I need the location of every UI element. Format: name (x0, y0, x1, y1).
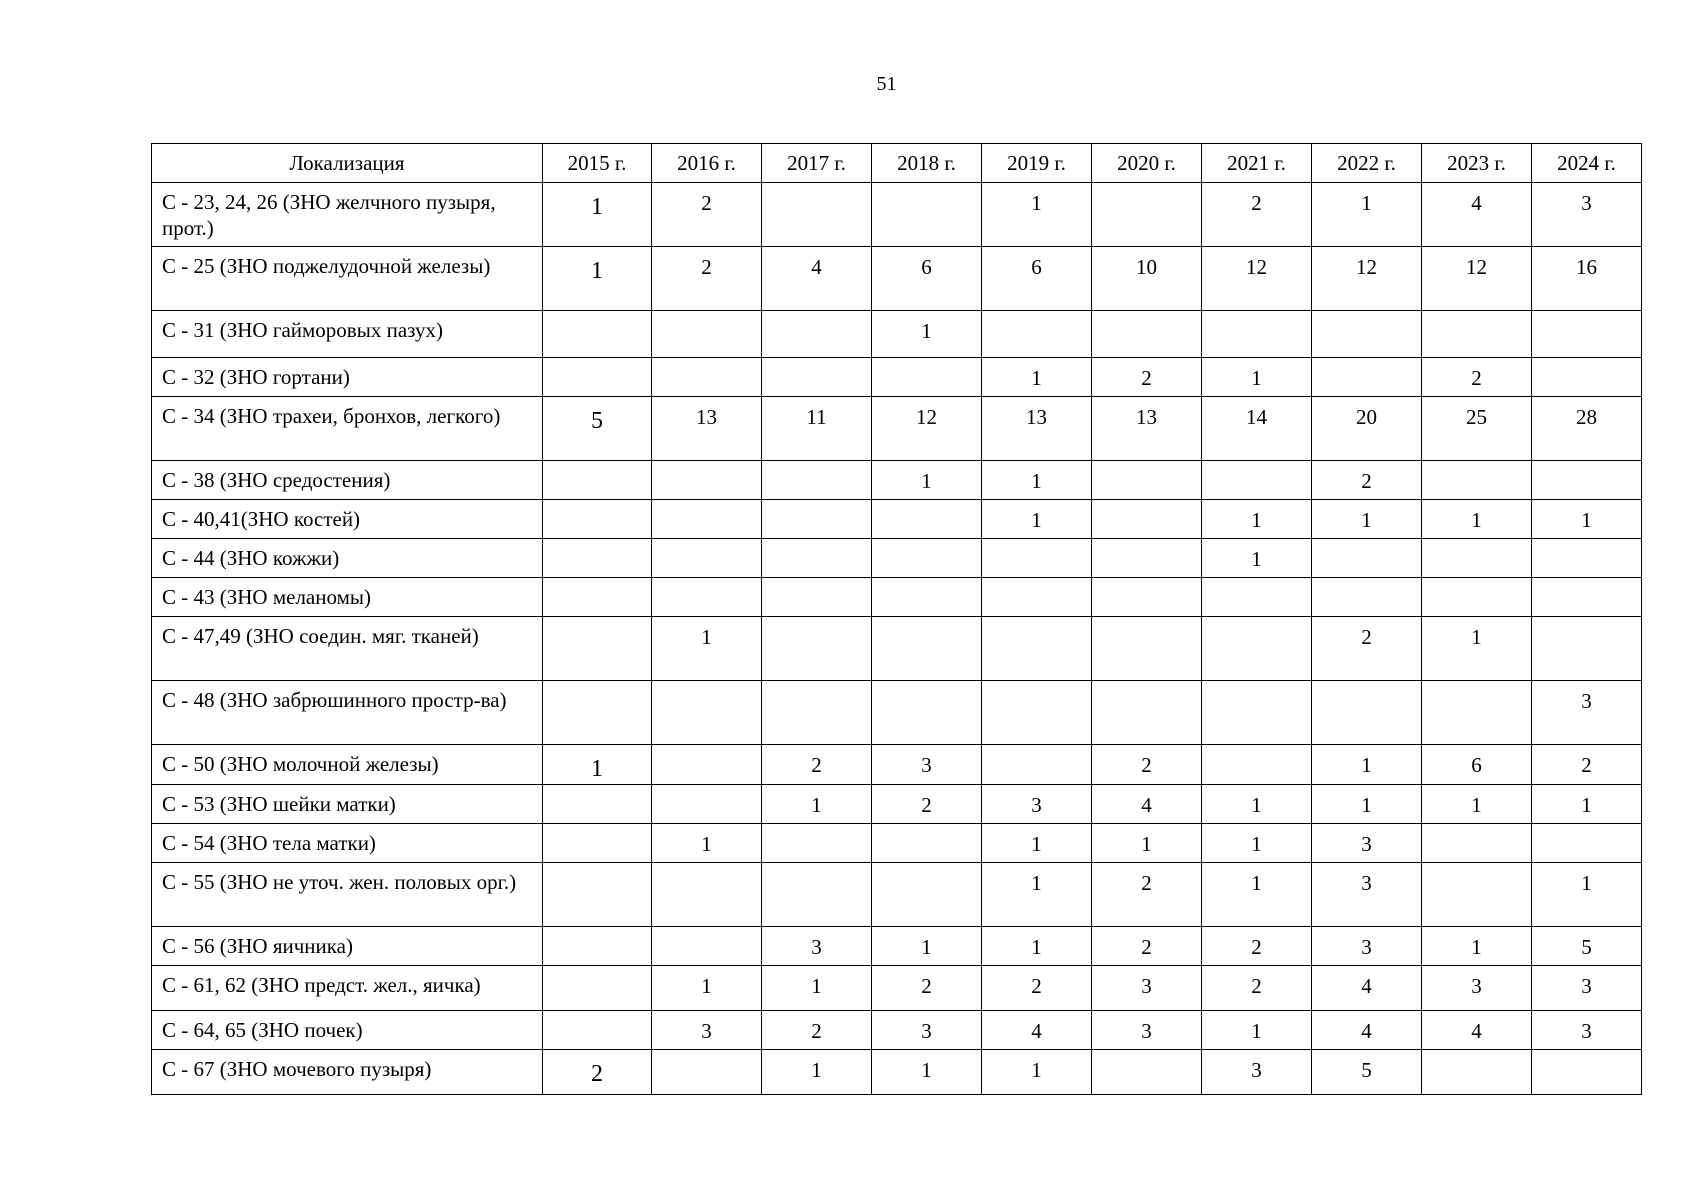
row-localization: С - 67 (ЗНО мочевого пузыря) (152, 1050, 543, 1095)
row-value (872, 617, 982, 681)
row-value: 1 (982, 927, 1092, 966)
row-value: 1 (982, 461, 1092, 500)
row-value: 2 (1532, 745, 1642, 785)
table-row (152, 397, 1642, 461)
row-value (1422, 863, 1532, 927)
row-value: 3 (762, 927, 872, 966)
row-value (543, 785, 652, 824)
table-row (152, 247, 1642, 311)
row-value (652, 927, 762, 966)
row-value: 6 (872, 247, 982, 311)
row-value (872, 578, 982, 617)
header-localization: Локализация (152, 144, 543, 183)
row-value: 1 (1202, 785, 1312, 824)
row-value: 1 (872, 311, 982, 358)
row-value (872, 539, 982, 578)
row-value: 1 (543, 247, 652, 311)
row-value (1532, 617, 1642, 681)
row-value (1312, 358, 1422, 397)
row-value: 1 (652, 824, 762, 863)
row-value: 1 (982, 1050, 1092, 1095)
row-value: 1 (982, 183, 1092, 247)
row-value (1092, 311, 1202, 358)
row-value (543, 824, 652, 863)
row-value: 3 (1532, 183, 1642, 247)
table-row (152, 966, 1642, 1011)
row-value (543, 1011, 652, 1050)
row-value (1092, 500, 1202, 539)
row-value (982, 578, 1092, 617)
row-value (1092, 461, 1202, 500)
row-value: 1 (982, 863, 1092, 927)
row-localization: С - 44 (ЗНО кожжи) (152, 539, 543, 578)
row-value (652, 461, 762, 500)
row-value: 2 (1202, 183, 1312, 247)
row-value: 1 (652, 966, 762, 1011)
row-value: 1 (982, 500, 1092, 539)
table-header-row (152, 144, 1642, 183)
row-value (543, 617, 652, 681)
row-value (982, 745, 1092, 785)
row-value: 3 (652, 1011, 762, 1050)
row-value: 1 (872, 461, 982, 500)
row-value (762, 539, 872, 578)
row-value: 1 (543, 183, 652, 247)
row-value: 1 (762, 785, 872, 824)
row-value: 12 (1312, 247, 1422, 311)
row-value: 1 (872, 1050, 982, 1095)
table-row (152, 785, 1642, 824)
row-value: 1 (1202, 863, 1312, 927)
header-year: 2021 г. (1202, 144, 1312, 183)
header-year: 2020 г. (1092, 144, 1202, 183)
row-value: 1 (1422, 927, 1532, 966)
row-value (982, 617, 1092, 681)
row-value: 3 (1312, 863, 1422, 927)
row-value (1532, 578, 1642, 617)
page-number: 51 (876, 73, 897, 95)
row-value (762, 578, 872, 617)
table-row (152, 1011, 1642, 1050)
table-row (152, 824, 1642, 863)
row-value: 1 (1202, 500, 1312, 539)
row-localization: С - 54 (ЗНО тела матки) (152, 824, 543, 863)
row-value (762, 617, 872, 681)
row-value: 1 (1532, 863, 1642, 927)
row-value (543, 539, 652, 578)
row-value: 1 (1202, 539, 1312, 578)
row-value (652, 785, 762, 824)
row-value (762, 461, 872, 500)
table-row (152, 461, 1642, 500)
row-value: 2 (872, 966, 982, 1011)
row-value: 1 (1312, 785, 1422, 824)
row-value (1202, 745, 1312, 785)
row-value: 1 (982, 824, 1092, 863)
table-row (152, 358, 1642, 397)
row-value: 4 (1422, 1011, 1532, 1050)
header-year: 2017 г. (762, 144, 872, 183)
row-value (543, 500, 652, 539)
row-value: 16 (1532, 247, 1642, 311)
row-localization: С - 64, 65 (ЗНО почек) (152, 1011, 543, 1050)
row-value: 2 (652, 183, 762, 247)
row-value (652, 745, 762, 785)
row-value (872, 183, 982, 247)
row-value (1202, 461, 1312, 500)
row-value (1422, 824, 1532, 863)
row-value (652, 681, 762, 745)
row-value (1312, 311, 1422, 358)
row-value (1092, 578, 1202, 617)
row-value (762, 183, 872, 247)
table-row (152, 578, 1642, 617)
row-localization: С - 48 (ЗНО забрюшинного простр-ва) (152, 681, 543, 745)
row-value (762, 824, 872, 863)
row-value: 4 (1422, 183, 1532, 247)
row-value: 1 (1312, 183, 1422, 247)
row-value (872, 863, 982, 927)
table-row (152, 617, 1642, 681)
row-localization: С - 23, 24, 26 (ЗНО желчного пузыря, прот.) (152, 183, 543, 247)
row-localization: С - 47,49 (ЗНО соедин. мяг. тканей) (152, 617, 543, 681)
row-value (762, 358, 872, 397)
row-value: 3 (872, 1011, 982, 1050)
row-value: 2 (1092, 863, 1202, 927)
row-value (1422, 681, 1532, 745)
header-year: 2018 г. (872, 144, 982, 183)
row-value: 2 (1092, 745, 1202, 785)
row-value (543, 578, 652, 617)
row-value (762, 500, 872, 539)
row-value: 12 (1422, 247, 1532, 311)
row-value: 1 (1202, 1011, 1312, 1050)
header-year: 2015 г. (543, 144, 652, 183)
row-value (543, 863, 652, 927)
row-value: 3 (1532, 1011, 1642, 1050)
row-value: 2 (1092, 927, 1202, 966)
row-value (872, 500, 982, 539)
row-value (1092, 617, 1202, 681)
row-value: 1 (1422, 785, 1532, 824)
header-year: 2022 г. (1312, 144, 1422, 183)
row-value: 1 (543, 745, 652, 785)
row-value (1422, 539, 1532, 578)
row-value (872, 358, 982, 397)
table-row (152, 311, 1642, 358)
table-row (152, 539, 1642, 578)
row-value (543, 461, 652, 500)
table-row (152, 927, 1642, 966)
row-value (543, 927, 652, 966)
row-value (652, 311, 762, 358)
row-value: 4 (1092, 785, 1202, 824)
row-value: 1 (872, 927, 982, 966)
row-value: 14 (1202, 397, 1312, 461)
header-year: 2024 г. (1532, 144, 1642, 183)
row-value: 2 (982, 966, 1092, 1011)
row-value: 5 (1532, 927, 1642, 966)
row-value: 5 (543, 397, 652, 461)
row-value (543, 681, 652, 745)
table-row (152, 745, 1642, 785)
row-value: 4 (1312, 1011, 1422, 1050)
row-value: 3 (1532, 966, 1642, 1011)
row-value: 12 (1202, 247, 1312, 311)
row-value: 2 (1312, 617, 1422, 681)
row-value (982, 311, 1092, 358)
row-localization: С - 55 (ЗНО не уточ. жен. половых орг.) (152, 863, 543, 927)
row-value (543, 311, 652, 358)
row-value (872, 681, 982, 745)
row-value (1532, 311, 1642, 358)
row-value: 3 (1312, 824, 1422, 863)
row-value: 5 (1312, 1050, 1422, 1095)
row-value: 1 (1092, 824, 1202, 863)
row-localization: С - 50 (ЗНО молочной железы) (152, 745, 543, 785)
row-value (652, 1050, 762, 1095)
row-value: 4 (1312, 966, 1422, 1011)
row-value (1312, 681, 1422, 745)
row-value (1422, 578, 1532, 617)
row-value (543, 358, 652, 397)
row-value: 2 (762, 1011, 872, 1050)
table-row (152, 183, 1642, 247)
table-row (152, 863, 1642, 927)
row-localization: С - 25 (ЗНО поджелудочной железы) (152, 247, 543, 311)
row-value: 3 (982, 785, 1092, 824)
row-value (652, 863, 762, 927)
table-row (152, 500, 1642, 539)
row-localization: С - 61, 62 (ЗНО предст. жел., яичка) (152, 966, 543, 1011)
table-body (152, 183, 1642, 1095)
row-value (762, 863, 872, 927)
row-value (1422, 311, 1532, 358)
row-value: 2 (762, 745, 872, 785)
row-value (1312, 539, 1422, 578)
row-localization: С - 43 (ЗНО меланомы) (152, 578, 543, 617)
row-value (1092, 539, 1202, 578)
row-value: 25 (1422, 397, 1532, 461)
row-value: 3 (1532, 681, 1642, 745)
row-value: 4 (762, 247, 872, 311)
row-value (872, 824, 982, 863)
row-value: 2 (1202, 966, 1312, 1011)
row-localization: С - 38 (ЗНО средостения) (152, 461, 543, 500)
row-value (1092, 1050, 1202, 1095)
row-value (1202, 617, 1312, 681)
row-localization: С - 40,41(ЗНО костей) (152, 500, 543, 539)
row-value: 12 (872, 397, 982, 461)
row-value: 2 (543, 1050, 652, 1095)
row-value: 20 (1312, 397, 1422, 461)
row-value (982, 539, 1092, 578)
row-value (1312, 578, 1422, 617)
row-value: 6 (982, 247, 1092, 311)
table-row (152, 681, 1642, 745)
row-value: 3 (872, 745, 982, 785)
row-value: 2 (1422, 358, 1532, 397)
row-value (982, 681, 1092, 745)
row-value (652, 500, 762, 539)
row-value: 1 (1202, 358, 1312, 397)
row-value (1422, 1050, 1532, 1095)
row-value: 28 (1532, 397, 1642, 461)
row-value (1422, 461, 1532, 500)
row-value: 3 (1092, 1011, 1202, 1050)
row-value: 1 (1532, 500, 1642, 539)
row-value (652, 539, 762, 578)
row-value (1202, 311, 1312, 358)
header-year: 2023 г. (1422, 144, 1532, 183)
row-value: 1 (982, 358, 1092, 397)
row-value (652, 358, 762, 397)
row-value: 1 (1312, 500, 1422, 539)
header-year: 2016 г. (652, 144, 762, 183)
row-value: 2 (1092, 358, 1202, 397)
row-value: 1 (1202, 824, 1312, 863)
row-value: 13 (652, 397, 762, 461)
header-year: 2019 г. (982, 144, 1092, 183)
row-value (1532, 539, 1642, 578)
row-value (1202, 681, 1312, 745)
row-value: 3 (1092, 966, 1202, 1011)
row-localization: С - 34 (ЗНО трахеи, бронхов, легкого) (152, 397, 543, 461)
row-value: 11 (762, 397, 872, 461)
row-value: 3 (1422, 966, 1532, 1011)
row-value: 1 (1312, 745, 1422, 785)
row-value: 3 (1312, 927, 1422, 966)
row-value: 1 (652, 617, 762, 681)
row-value: 2 (1312, 461, 1422, 500)
statistics-table (151, 143, 1642, 1095)
row-value: 1 (1422, 500, 1532, 539)
row-value: 2 (872, 785, 982, 824)
row-value (1532, 824, 1642, 863)
row-value: 2 (652, 247, 762, 311)
row-value: 4 (982, 1011, 1092, 1050)
row-value: 10 (1092, 247, 1202, 311)
row-value: 13 (982, 397, 1092, 461)
row-value (652, 578, 762, 617)
row-value: 13 (1092, 397, 1202, 461)
row-value: 1 (1532, 785, 1642, 824)
row-value (1092, 183, 1202, 247)
row-value: 2 (1202, 927, 1312, 966)
row-value (1532, 358, 1642, 397)
row-value (1092, 681, 1202, 745)
row-value (1202, 578, 1312, 617)
row-localization: С - 32 (ЗНО гортани) (152, 358, 543, 397)
row-localization: С - 56 (ЗНО яичника) (152, 927, 543, 966)
row-value (543, 966, 652, 1011)
table-row (152, 1050, 1642, 1095)
row-localization: С - 53 (ЗНО шейки матки) (152, 785, 543, 824)
row-value: 1 (762, 966, 872, 1011)
row-value (1532, 461, 1642, 500)
row-value: 1 (762, 1050, 872, 1095)
row-value: 3 (1202, 1050, 1312, 1095)
row-value: 6 (1422, 745, 1532, 785)
row-value (762, 681, 872, 745)
row-value (1532, 1050, 1642, 1095)
row-localization: С - 31 (ЗНО гайморовых пазух) (152, 311, 543, 358)
row-value (762, 311, 872, 358)
row-value: 1 (1422, 617, 1532, 681)
